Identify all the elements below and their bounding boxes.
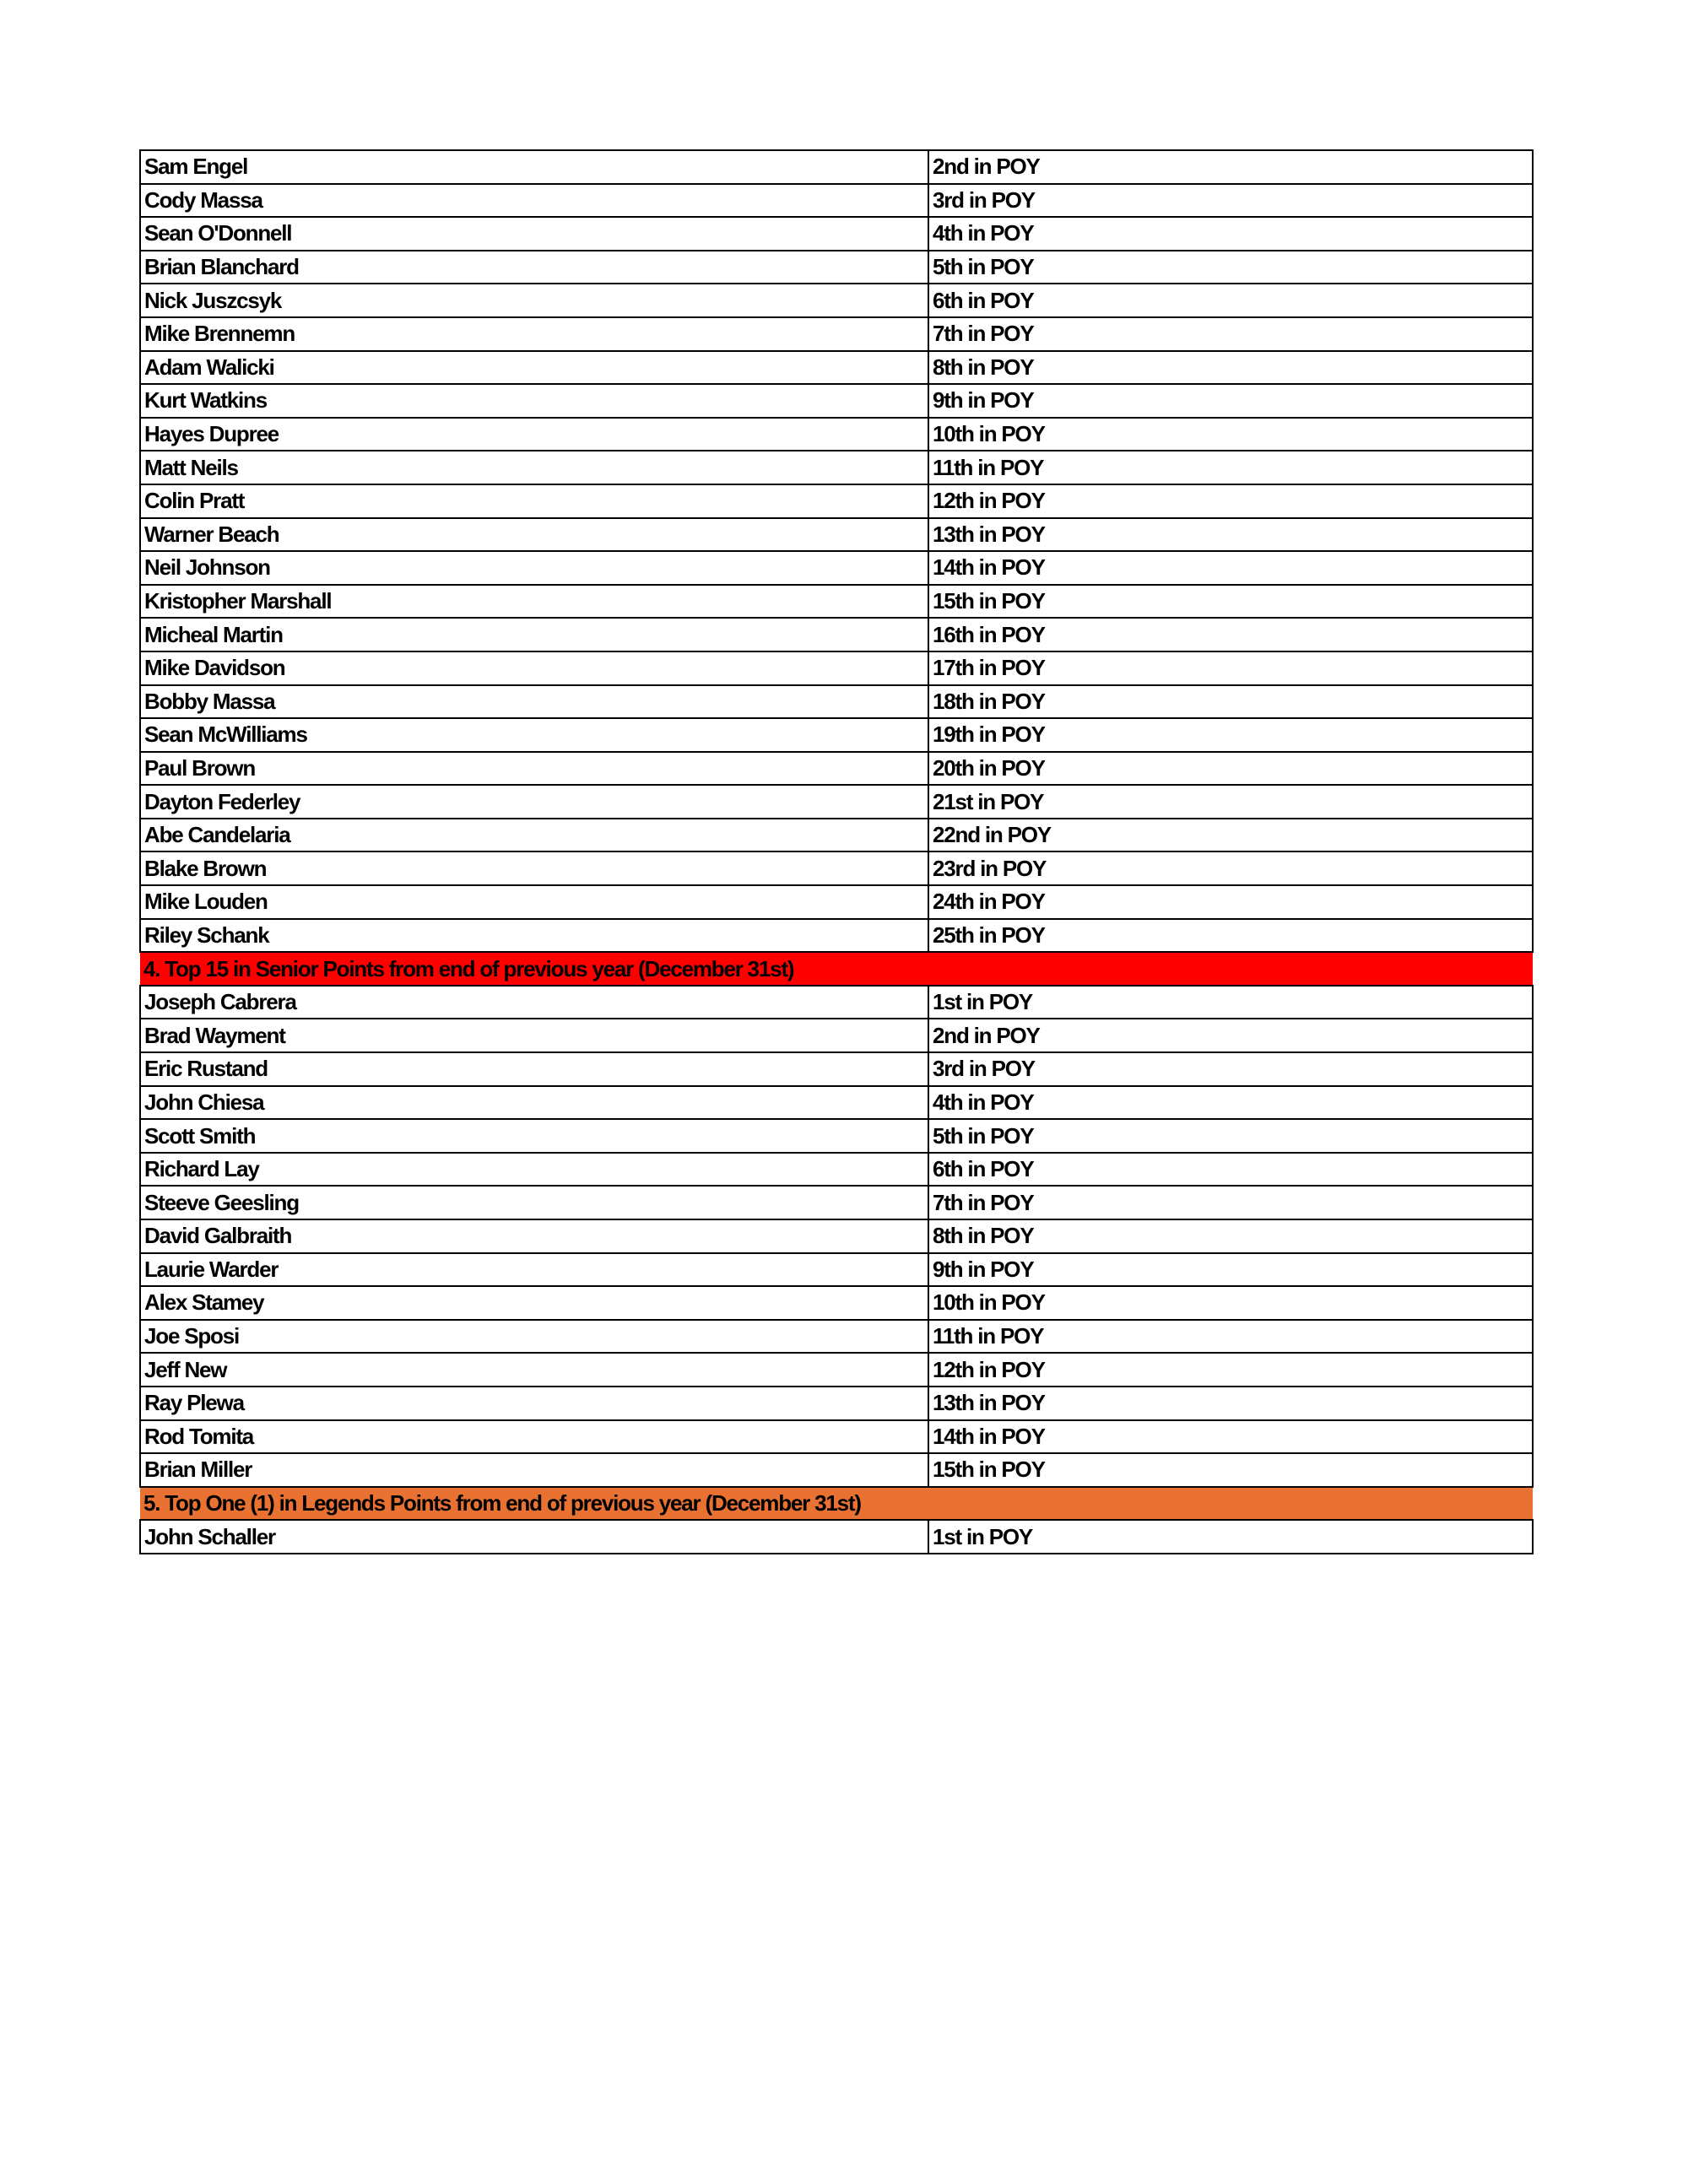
poy-rank-cell: 12th in POY (928, 484, 1533, 518)
table-row (140, 251, 1533, 284)
poy-rank-cell: 14th in POY (928, 1420, 1533, 1454)
player-name-cell: Blake Brown (140, 851, 928, 885)
table-row (140, 184, 1533, 218)
poy-rank-cell: 9th in POY (928, 384, 1533, 418)
player-name-cell: Paul Brown (140, 752, 928, 786)
player-name-cell: Adam Walicki (140, 351, 928, 385)
table-row (140, 1387, 1533, 1420)
section-header: 5. Top One (1) in Legends Points from end of previous year (December 31st) (140, 1487, 1533, 1521)
player-name-cell: Brian Blanchard (140, 251, 928, 284)
poy-rank-cell: 7th in POY (928, 1186, 1533, 1219)
player-name-cell: Cody Massa (140, 184, 928, 218)
table-row (140, 351, 1533, 385)
table-row (140, 1420, 1533, 1454)
player-name-cell: Dayton Federley (140, 785, 928, 819)
player-name-cell: Abe Candelaria (140, 819, 928, 852)
poy-rank-cell: 5th in POY (928, 251, 1533, 284)
table-row (140, 1353, 1533, 1387)
table-row (140, 618, 1533, 651)
poy-rank-cell: 18th in POY (928, 685, 1533, 719)
player-name-cell: Eric Rustand (140, 1052, 928, 1086)
table-row (140, 1052, 1533, 1086)
poy-rank-cell: 12th in POY (928, 1353, 1533, 1387)
player-name-cell: Brian Miller (140, 1453, 928, 1487)
table-row (140, 384, 1533, 418)
table-row (140, 718, 1533, 752)
table-row (140, 819, 1533, 852)
poy-rank-cell: 3rd in POY (928, 184, 1533, 218)
table-row (140, 418, 1533, 451)
player-name-cell: Mike Brennemn (140, 317, 928, 351)
table-row (140, 919, 1533, 953)
ranking-table (139, 149, 1534, 1554)
player-name-cell: John Schaller (140, 1520, 928, 1554)
poy-rank-cell: 15th in POY (928, 585, 1533, 619)
player-name-cell: Scott Smith (140, 1119, 928, 1153)
section-header: 4. Top 15 in Senior Points from end of previous year (December 31st) (140, 952, 1533, 986)
table-row (140, 518, 1533, 552)
player-name-cell: Brad Wayment (140, 1019, 928, 1052)
poy-rank-cell: 1st in POY (928, 1520, 1533, 1554)
table-row (140, 986, 1533, 1019)
player-name-cell: Jeff New (140, 1353, 928, 1387)
poy-rank-cell: 21st in POY (928, 785, 1533, 819)
table-row (140, 1086, 1533, 1120)
player-name-cell: Alex Stamey (140, 1286, 928, 1320)
table-row (140, 1286, 1533, 1320)
table-row (140, 1253, 1533, 1287)
poy-rank-cell: 8th in POY (928, 351, 1533, 385)
player-name-cell: Sean O'Donnell (140, 217, 928, 251)
player-name-cell: Warner Beach (140, 518, 928, 552)
poy-rank-cell: 9th in POY (928, 1253, 1533, 1287)
section-header-row (140, 1487, 1533, 1521)
table-row (140, 1453, 1533, 1487)
table-row (140, 217, 1533, 251)
table-row (140, 1520, 1533, 1554)
player-name-cell: Nick Juszcsyk (140, 284, 928, 317)
table-row (140, 551, 1533, 585)
player-name-cell: Richard Lay (140, 1153, 928, 1187)
poy-rank-cell: 11th in POY (928, 451, 1533, 484)
poy-rank-cell: 2nd in POY (928, 150, 1533, 184)
poy-rank-cell: 11th in POY (928, 1320, 1533, 1354)
poy-rank-cell: 10th in POY (928, 418, 1533, 451)
player-name-cell: Laurie Warder (140, 1253, 928, 1287)
poy-rank-cell: 17th in POY (928, 651, 1533, 685)
table-row (140, 1186, 1533, 1219)
player-name-cell: Matt Neils (140, 451, 928, 484)
player-name-cell: Joseph Cabrera (140, 986, 928, 1019)
poy-rank-cell: 14th in POY (928, 551, 1533, 585)
poy-rank-cell: 24th in POY (928, 885, 1533, 919)
player-name-cell: Sean McWilliams (140, 718, 928, 752)
poy-rank-cell: 20th in POY (928, 752, 1533, 786)
poy-rank-cell: 1st in POY (928, 986, 1533, 1019)
player-name-cell: David Galbraith (140, 1219, 928, 1253)
table-row (140, 851, 1533, 885)
table-row (140, 317, 1533, 351)
poy-rank-cell: 25th in POY (928, 919, 1533, 953)
poy-rank-cell: 4th in POY (928, 217, 1533, 251)
table-row (140, 585, 1533, 619)
table-row (140, 651, 1533, 685)
poy-rank-cell: 7th in POY (928, 317, 1533, 351)
table-row (140, 484, 1533, 518)
poy-rank-cell: 13th in POY (928, 518, 1533, 552)
player-name-cell: Bobby Massa (140, 685, 928, 719)
section-header-row (140, 952, 1533, 986)
table-row (140, 885, 1533, 919)
player-name-cell: Hayes Dupree (140, 418, 928, 451)
poy-rank-cell: 5th in POY (928, 1119, 1533, 1153)
poy-rank-cell: 15th in POY (928, 1453, 1533, 1487)
poy-rank-cell: 2nd in POY (928, 1019, 1533, 1052)
poy-rank-cell: 3rd in POY (928, 1052, 1533, 1086)
table-row (140, 785, 1533, 819)
poy-rank-cell: 23rd in POY (928, 851, 1533, 885)
player-name-cell: Mike Louden (140, 885, 928, 919)
player-name-cell: Rod Tomita (140, 1420, 928, 1454)
player-name-cell: Mike Davidson (140, 651, 928, 685)
poy-rank-cell: 19th in POY (928, 718, 1533, 752)
poy-rank-cell: 6th in POY (928, 1153, 1533, 1187)
player-name-cell: Colin Pratt (140, 484, 928, 518)
player-name-cell: Neil Johnson (140, 551, 928, 585)
table-row (140, 1019, 1533, 1052)
table-row (140, 284, 1533, 317)
poy-rank-cell: 6th in POY (928, 284, 1533, 317)
poy-rank-cell: 8th in POY (928, 1219, 1533, 1253)
poy-rank-cell: 16th in POY (928, 618, 1533, 651)
poy-rank-cell: 4th in POY (928, 1086, 1533, 1120)
player-name-cell: Sam Engel (140, 150, 928, 184)
player-name-cell: Micheal Martin (140, 618, 928, 651)
table-row (140, 1153, 1533, 1187)
player-name-cell: Joe Sposi (140, 1320, 928, 1354)
player-name-cell: Ray Plewa (140, 1387, 928, 1420)
poy-rank-cell: 10th in POY (928, 1286, 1533, 1320)
table-row (140, 451, 1533, 484)
player-name-cell: Kurt Watkins (140, 384, 928, 418)
table-row (140, 1320, 1533, 1354)
table-row (140, 752, 1533, 786)
player-name-cell: John Chiesa (140, 1086, 928, 1120)
table-row (140, 1219, 1533, 1253)
poy-rank-cell: 22nd in POY (928, 819, 1533, 852)
table-row (140, 1119, 1533, 1153)
player-name-cell: Riley Schank (140, 919, 928, 953)
player-name-cell: Kristopher Marshall (140, 585, 928, 619)
player-name-cell: Steeve Geesling (140, 1186, 928, 1219)
poy-rank-cell: 13th in POY (928, 1387, 1533, 1420)
table-row (140, 685, 1533, 719)
table-row (140, 150, 1533, 184)
